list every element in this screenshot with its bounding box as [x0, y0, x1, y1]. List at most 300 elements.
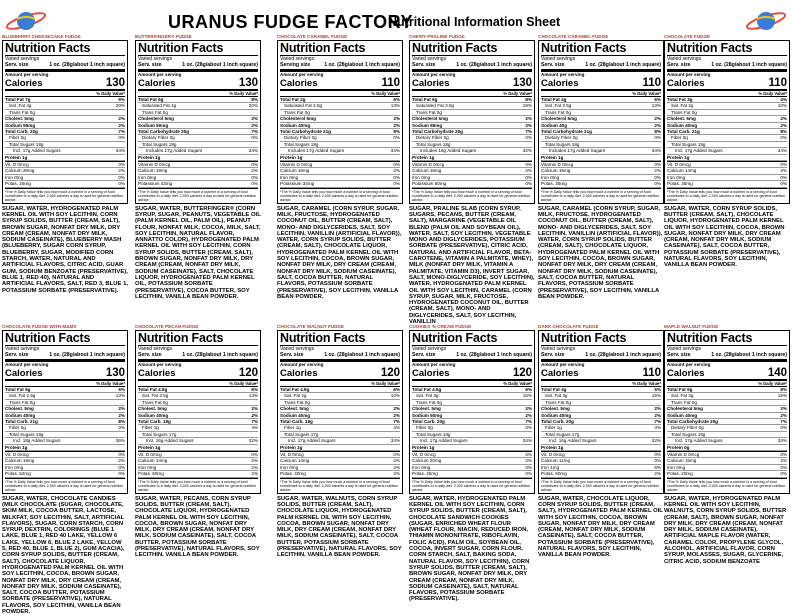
serving-size-value: 1 oz. (28g/about 1 inch square): [324, 62, 400, 68]
nutrient-label: Cholesterol 5mg: [138, 116, 174, 122]
ingredients: SUGAR, WATER, CHOCOLATE LIQUOR, CORN SYRUP SOLIDS, BUTTER (CREAM, SALT), HYDROGENATED PALM KERNEL OIL WITH SOY LECITHIN, COCOA, BROWN SUGAR, NONFAT DRY MILK, DRY CREAM (CREAM, NONFAT DRY MILK, SODIUM CASEINATE), SALT, COCOA BUTTER, POTASSIUM SORBATE (PRESERVATIVE), NATURAL FLAVORS, SOY LECITHIN, VANILLA BEAN POWDER.: [538, 495, 663, 559]
serving-size-label: Serv. size: [280, 352, 304, 358]
nutrient-label: Includes 16g Added Sugars: [420, 148, 477, 154]
nutrient-dv: 0%: [525, 135, 532, 141]
nutrient-label: Calcium 15mg: [667, 458, 697, 464]
amount-per-serving: Amount per serving: [138, 72, 182, 77]
serving-size: [280, 62, 400, 68]
nutrient-label: Total Carbohydrate 21g: [541, 129, 592, 135]
nutrient-dv: 2%: [780, 412, 787, 418]
nutrient-label: Calcium 26mg: [5, 168, 35, 174]
ingredients: SUGAR, WATER, CHOCOLATE CANDIES (MILK CHOCOLATE (SUGAR, CHOCOLATE, SKIM MILK, COCOA BUTTER, LACTOSE, MILKFAT, SOY LECITHIN, SALT, ARTIFICIAL FLAVORS), SUGAR, CORN STARCH, CORN SYRUP, DEXTRIN, COLORINGS (BLUE 1 LAKE, BLUE 1, RED 40 LAKE, YELLOW 6 LAKE, YELLOW 6, BLUE 2 LAKE, YELLOW 5, RED 40, BLUE 1, BLUE 2), GUM ACACIA), CORN SYRUP SOLIDS, BUTTER (CREAM, SALT), CHOCOLATE LIQUOR, HYDROGENATED PALM KERNEL OIL WITH SOY LECITHIN, COCOA, BROWN SUGAR, NONFAT DRY MILK, DRY CREAM (CREAM, NONFAT DRY MILK, SODIUM CASEINATE), SALT, COCOA BUTTER, POTASSIUM SORBATE (PRESERVATIVE), NATURAL FLAVORS, SOY LECITHIN, VANILLA BEAN POWDER.: [2, 495, 125, 615]
nutrition-panel: [277, 33, 403, 319]
nutrient-label: Total Fat 6g: [138, 97, 164, 102]
nutrition-facts-title: Nutrition Facts: [5, 42, 125, 56]
nutrient-label: Sat. Fat 3g: [545, 393, 568, 399]
nutrient-dv: 0%: [525, 162, 532, 168]
serving-size: [5, 62, 125, 68]
nutrient-dv: 4%: [654, 425, 661, 431]
nutrient-dv: 8%: [654, 129, 661, 135]
nutrient-dv: 0%: [780, 162, 787, 168]
nutrient-label: Iron 0mg: [5, 464, 24, 470]
amount-per-serving: Amount per serving: [280, 72, 324, 77]
nutrient-dv: 0%: [654, 452, 661, 458]
nutrient-label: Iron 1mg: [541, 464, 560, 470]
nutrient-dv: 6%: [393, 97, 400, 102]
nutrient-dv: 2%: [654, 168, 661, 174]
nutrient-dv: 0%: [780, 471, 787, 477]
varied-servings: Varied servings: [280, 56, 315, 62]
nutrition-facts-title: Nutrition Facts: [412, 332, 532, 346]
nutrient-dv: 7%: [118, 129, 125, 135]
nutrient-dv: 2%: [251, 168, 258, 174]
nutrient-dv: 7%: [780, 419, 787, 425]
nutrition-facts-title: Nutrition Facts: [412, 42, 532, 56]
calories-value: 120: [380, 367, 400, 379]
ingredients: SUGAR, PRALINE SLAB (CORN SYRUP, SUGARS, PECANS, BUTTER (CREAM, SALT), MARGARINE (VEGETABLE OIL BLEND (PALM OIL AND SOYBEAN OIL), WATER, SALT, SOY LECITHIN, VEGETABLE MONO AND DIGLYCERIDES, POTASSIUM SORBATE (PRESERVATIVE), CITRIC ACID, NATURAL AND ARTIFICIAL FLAVOR, BETA-CAROTENE, VITAMIN A PALMITATE, WHEY), MILK (NONFAT DRY MILK, VITAMIN A PALMITATE, VITAMIN D3), INVERT SUGAR, SALT, MONO-DIGLYCERIDE, SOY LECITHIN), WATER, HYDROGENATED PALM KERNEL OIL WITH SOY LECITHIN, CARAMEL (CORN SYRUP, SUGAR, MILK, FRUCTOSE, HYDROGENATED COCONUT OIL, BUTTER (CREAM, SALT), MONO- AND DIGLYCERIDES, SALT, SOY LECITHIN, VANILLIN: [409, 205, 535, 326]
nutrient-dv: 2%: [525, 168, 532, 174]
serving-size-value: 1 oz. (28g/about 1 inch square): [711, 62, 787, 68]
nutrient-label: Potassium 34mg: [280, 181, 315, 187]
nutrient-dv: 0%: [654, 135, 661, 141]
nutrient-dv: 9%: [118, 97, 125, 102]
varied-servings: Varied servings: [138, 346, 173, 352]
nutrient-dv: 5%: [654, 387, 661, 392]
nutrition-panel: [664, 33, 790, 319]
serving-size: [412, 62, 532, 68]
ingredients: SUGAR, WATER, HYDROGENATED PALM KERNEL OIL WITH SOY LECITHIN, CORN SYRUP SOLIDS, BUTTER (CREAM, SALT), BROWN SUGAR, NONFAT DRY MILK, DRY CREAM (CREAM, NONFAT DRY MILK, SODIUM CASEINATE), BLUEBERRY MASH (BLUEBERRY, SUGAR CORN SYRUP, BLUEBERRY, SUGAR, MODIFIED CORN STARCH, WATER, NATURAL AND ARTIFICIAL FLAVORS, CITRIC ACID, GUAR GUM, SODIUM BENZOATE (PRESERVATIVE), BLUE 1, RED 40), NATURAL AND ARTIFICIAL FLAVORS, SALT, RED 3, BLUE 1, POTASSIUM SORBATE (PRESERVATIVE).: [2, 205, 128, 294]
nutrient-label: Fiber 1g: [284, 425, 301, 431]
nutrient-label: Sodium 40mg: [138, 412, 169, 418]
flavor-name: BUTTERFINGER® FUDGE: [135, 34, 192, 39]
daily-value-header: % Daily Value*: [541, 91, 661, 97]
nutrient-label: Includes 17g Added Sugars: [288, 148, 345, 154]
nutrient-label: Vitamin D 0mcg: [412, 162, 445, 168]
nutrient-dv: 32%: [248, 438, 258, 444]
nutrient-dv: 2%: [118, 116, 125, 122]
serving-size: [138, 62, 258, 68]
serving-size-label: Serv. size: [5, 62, 29, 68]
flavor-name: CHOCOLATE WALNUT FUDGE: [277, 324, 345, 329]
nutrient-label: Total Sugars 18g: [416, 141, 451, 147]
nutrient-label: Saturated Fat 4g: [142, 103, 177, 109]
nutrient-label: Cholest. 5mg: [138, 406, 167, 412]
varied-servings: Varied servings: [138, 56, 173, 62]
nutrient-label: Sodium 50mg: [412, 412, 443, 418]
nutrition-facts-label: [664, 330, 790, 494]
calories-row: [5, 368, 125, 381]
ingredients: SUGAR, CARAMEL (CORN SYRUP, SUGAR, MILK, FRUCTOSE, HYDROGENATED COCONUT OIL, BUTTER (CREAM, SALT), MONO- AND DIGLYCERIDES, SALT, SOY LECITHIN, VANILLIN (ARTIFICIAL FLAVOR)), WATER, CORN SYRUP SOLIDS, BUTTER (CREAM, SALT), CHOCOLATE LIQUOR, HYDROGENATED PALM KERNEL OIL WITH SOY LECITHIN, COCOA, BROWN SUGAR, NONFAT DRY MILK, DRY CREAM (CREAM, NONFAT DRY MILK, SODIUM CASEINATE), SALT, COCOA BUTTER, NATURAL FLAVORS, POTASSIUM SORBATE (PRESERVATIVE), SOY LECITHIN, VANILLA BEAN POWDER.: [277, 205, 402, 300]
nutrient-label: Cholesterol 5mg: [412, 116, 448, 122]
calories-row: [541, 78, 661, 91]
serving-size-value: 1 oz. (28g/about 1 inch square): [456, 62, 532, 68]
nutrient-label: Sat. Fat 2g: [284, 393, 307, 399]
varied-servings: Varied servings: [541, 56, 576, 62]
nutrient-dv: 2%: [525, 406, 532, 412]
nutrient-dv: 34%: [522, 438, 532, 444]
nutrition-facts-label: [277, 330, 403, 494]
nutrient-label: Sodium 40mg: [667, 412, 698, 418]
nutrient-dv: 0%: [780, 452, 787, 458]
nutrient-label: Sat. Fat 3g: [671, 393, 694, 399]
nutrient-label: Calcium 11mg: [541, 458, 571, 464]
nutrient-label: Potas. 20mg: [667, 471, 693, 477]
nutrient-label: Potas. 60mg: [138, 471, 164, 477]
nutrient-label: Cholest. 5mg: [667, 116, 696, 122]
nutrient-dv: 0%: [251, 162, 258, 168]
calories-row: [138, 78, 258, 91]
nutrient-dv: 0%: [118, 452, 125, 458]
nutrition-facts-title: Nutrition Facts: [667, 42, 787, 56]
footnote: *The % Daily Value tells you how much a nutrient in a serving of food contributes to a daily diet. 2,000 calories a day is used for general nutrition advice.: [412, 189, 531, 202]
nutrient-dv: 20%: [248, 103, 258, 109]
calories-label: Calories: [667, 78, 705, 89]
nutrient-dv: 2%: [118, 412, 125, 418]
nutrient-label: Trans Fat 0g: [545, 109, 571, 115]
nutrient-label: Protein 0g: [667, 444, 690, 450]
nutrient-label: Sodium 55mg: [5, 122, 36, 128]
nutrient-dv: 0%: [251, 181, 258, 187]
amount-per-serving: Amount per serving: [541, 362, 585, 367]
flavor-name: CHEWY PRALINE FUDGE: [409, 34, 465, 39]
nutrient-label: Potas. 35mg: [667, 181, 693, 187]
nutrition-panel: [538, 33, 664, 319]
nutrition-panel: [538, 323, 664, 610]
nutrient-dv: 34%: [390, 438, 400, 444]
nutrient-dv: 0%: [525, 464, 532, 470]
flavor-name: CHOCOLATE CARAMEL FUDGE: [277, 34, 348, 39]
nutrient-dv: 2%: [780, 458, 787, 464]
nutrient-dv: 0%: [118, 181, 125, 187]
nutrient-label: Total Carb. 20g: [5, 129, 38, 135]
nutrient-label: Cholest. 5mg: [280, 406, 309, 412]
nutrient-dv: 7%: [393, 419, 400, 425]
nutrient-label: Total Carb. 19g: [138, 419, 171, 425]
calories-label: Calories: [412, 78, 450, 89]
nutrient-label: Fiber 0g: [671, 135, 688, 141]
nutrient-label: Total Sugars 17g: [545, 431, 580, 437]
nutrient-label: Incl. 17g Added Sugars: [13, 148, 61, 154]
nutrition-panel: [2, 323, 128, 615]
nutrient-label: Trans Fat 0g: [671, 399, 697, 405]
serving-size: [138, 352, 258, 358]
nutrient-dv: 0%: [525, 471, 532, 477]
amount-per-serving: Amount per serving: [5, 72, 49, 77]
nutrition-facts-label: [2, 40, 128, 204]
footnote: *The % Daily Value tells you how much a nutrient in a serving of food contributes to a daily diet. 2,000 calories a day is used for general nutrition advice.: [667, 189, 786, 202]
serving-size: [667, 352, 787, 358]
nutrient-dv: 0%: [780, 174, 787, 180]
daily-value-header: % Daily Value*: [280, 381, 400, 387]
nutrition-panel: [135, 323, 261, 610]
nutrient-dv: 0%: [780, 135, 787, 141]
nutrient-dv: 0%: [118, 174, 125, 180]
footnote: *The % Daily Value tells you how much a nutrient in a serving of food contributes to a daily diet. 2,000 calories a day is used for general nutrition advice.: [5, 189, 124, 202]
nutrient-dv: 13%: [115, 393, 125, 399]
nutrient-label: Saturated Fat 3.5g: [416, 103, 455, 109]
nutrient-label: Cholest. 5mg: [541, 406, 570, 412]
flavor-name: CHOCOLATE FUDGE: [664, 34, 711, 39]
calories-label: Calories: [412, 368, 450, 379]
amount-per-serving: Amount per serving: [5, 362, 49, 367]
calories-value: 120: [512, 367, 532, 379]
nutrient-label: Fiber 0g: [416, 425, 433, 431]
nutrition-facts-title: Nutrition Facts: [541, 332, 661, 346]
nutrient-dv: 7%: [525, 419, 532, 425]
nutrient-label: Sat. Fat 2.5g: [545, 103, 572, 109]
nutrition-panel: [409, 323, 535, 610]
nutrient-dv: 0%: [393, 174, 400, 180]
nutrient-dv: 34%: [777, 148, 787, 154]
daily-value-header: % Daily Value*: [280, 91, 400, 97]
nutrient-label: Incl. 17g Added Sugars: [288, 438, 336, 444]
nutrient-dv: 0%: [251, 452, 258, 458]
serving-size-label: Serv. size: [667, 352, 691, 358]
nutrient-label: Vitamin D 0mcg: [541, 162, 574, 168]
nutrient-dv: 2%: [525, 412, 532, 418]
calories-row: [412, 78, 532, 91]
calories-value: 140: [767, 367, 787, 379]
nutrient-label: Iron 0mg: [5, 174, 24, 180]
nutrient-dv: 0%: [118, 464, 125, 470]
nutrient-label: Incl. 17g Added Sugars: [420, 438, 468, 444]
serving-size-value: 1 oz. (28g/about 1 inch square): [585, 352, 661, 358]
amount-per-serving: Amount per serving: [412, 362, 456, 367]
nutrient-label: Protein 1g: [5, 154, 28, 160]
nutrition-facts-label: [409, 330, 535, 494]
nutrition-facts-title: Nutrition Facts: [280, 332, 400, 346]
nutrient-label: Total Carbohydrate 20g: [412, 129, 463, 135]
nutrient-dv: 6%: [118, 387, 125, 392]
nutrient-label: Trans Fat 0g: [416, 399, 442, 405]
nutrient-dv: 2%: [118, 122, 125, 128]
nutrient-dv: 2%: [251, 464, 258, 470]
nutrition-facts-title: Nutrition Facts: [541, 42, 661, 56]
nutrient-dv: 0%: [525, 452, 532, 458]
nutrient-dv: 2%: [251, 406, 258, 412]
calories-value: 120: [238, 367, 258, 379]
nutrient-dv: 2%: [393, 464, 400, 470]
ingredients: SUGAR, WATER, CORN SYRUP SOLIDS, BUTTER (CREAM, SALT), CHOCOLATE LIQUOR, HYDROGENATED PALM KERNEL OIL WITH SOY LECITHIN, COCOA, BROWN SUGAR, NONFAT DRY MILK, DRY CREAM (CREAM, NONFAT DRY MILK, SODIUM CASEINATE), SALT, COCOA BUTTER, POTASSIUM SORBATE (PRESERVATIVE), NATURAL FLAVORS, SOY LECITHIN, VANILLA BEAN POWDER.: [664, 205, 785, 269]
nutrient-dv: 2%: [251, 122, 258, 128]
nutrition-panel: [135, 33, 261, 319]
nutrient-label: Total Sugars 18g: [284, 141, 319, 147]
nutrient-label: Fiber 1g: [142, 425, 159, 431]
nutrient-label: Calcium 16mg: [280, 168, 310, 174]
nutrient-dv: 0%: [780, 181, 787, 187]
footnote: *The % Daily Value tells you how much a nutrient in a serving of food contributes to a daily diet. 2,000 calories a day is used for general nutrition advice.: [280, 479, 399, 492]
nutrient-label: Total Fat 7g: [5, 97, 31, 102]
nutrient-dv: 2%: [780, 168, 787, 174]
varied-servings: Varied servings: [280, 346, 315, 352]
nutrient-label: Vitamin D 0mcg: [280, 162, 313, 168]
serving-size-label: Serv. size: [541, 352, 565, 358]
daily-value-header: % Daily Value*: [138, 91, 258, 97]
nutrient-dv: 0%: [251, 135, 258, 141]
nutrient-dv: 34%: [777, 438, 787, 444]
nutrient-dv: 8%: [393, 129, 400, 135]
nutrient-label: Potas. 25mg: [412, 471, 438, 477]
amount-per-serving: Amount per serving: [412, 72, 456, 77]
nutrient-dv: 7%: [525, 129, 532, 135]
footnote: *The % Daily Value tells you how much a nutrient in a serving of food contributes to a daily diet. 2,000 calories a day is used for general nutrition advice.: [5, 479, 124, 492]
nutrient-label: Fiber 1g: [545, 425, 562, 431]
amount-per-serving: Amount per serving: [667, 362, 711, 367]
nutrient-label: Vitamin D 0mcg: [667, 452, 700, 458]
nutrition-facts-label: [135, 40, 261, 204]
amount-per-serving: Amount per serving: [138, 362, 182, 367]
footnote: *The % Daily Value tells you how much a nutrient in a serving of food contributes to a daily diet. 2,000 calories a day is used for general nutrition advice.: [138, 479, 257, 492]
serving-size-label: Serv. size: [5, 352, 29, 358]
daily-value-header: % Daily Value*: [667, 91, 787, 97]
nutrient-label: Total Carbohydrate 20g: [667, 419, 718, 425]
serving-size-value: 1 oz. (28g/about 1 inch square): [324, 352, 400, 358]
serving-size: [667, 62, 787, 68]
nutrient-label: Trans Fat 0g: [284, 399, 310, 405]
nutrient-label: Protein 1g: [5, 444, 28, 450]
calories-value: 130: [105, 367, 125, 379]
page-subtitle: Nutritional Information Sheet: [388, 15, 561, 29]
nutrient-dv: 0%: [393, 162, 400, 168]
serving-size-value: 1 oz. (28g/about 1 inch square): [49, 62, 125, 68]
calories-value: 110: [642, 367, 661, 379]
serving-size: [541, 62, 661, 68]
nutrient-label: Cholest. 5mg: [412, 406, 441, 412]
nutrient-label: Potas. 60mg: [541, 471, 567, 477]
nutrient-label: Trans Fat 0g: [9, 399, 35, 405]
footnote: *The % Daily Value tells you how much a nutrient in a serving of food contributes to a daily diet. 2,000 calories a day is used for general nutrition advice.: [138, 189, 257, 202]
nutrient-label: Cholesterol 5mg: [667, 406, 703, 412]
calories-label: Calories: [541, 78, 579, 89]
nutrient-label: Cholest. 5mg: [5, 116, 34, 122]
nutrient-dv: 2%: [393, 406, 400, 412]
calories-label: Calories: [541, 368, 579, 379]
nutrient-label: Protein 1g: [280, 444, 303, 450]
nutrition-facts-label: [135, 330, 261, 494]
nutrient-label: Protein 1g: [541, 444, 564, 450]
serving-size-value: 1 oz. (28g/about 1 inch square): [456, 352, 532, 358]
nutrient-dv: 0%: [780, 464, 787, 470]
nutrient-label: Vit. D 0mcg: [5, 452, 29, 458]
nutrient-dv: 8%: [780, 129, 787, 135]
varied-servings: Varied servings: [412, 56, 447, 62]
nutrient-dv: 34%: [248, 148, 258, 154]
nutrient-label: Total Sugars 18g: [671, 141, 706, 147]
nutrient-label: Protein 1g: [541, 154, 564, 160]
nutrient-dv: 0%: [654, 162, 661, 168]
nutrient-dv: 2%: [654, 471, 661, 477]
nutrient-dv: 13%: [248, 393, 258, 399]
nutrient-dv: 36%: [115, 438, 125, 444]
nutrient-label: Includes 17g Added Sugars: [146, 148, 203, 154]
nutrient-label: Iron 0mg: [280, 174, 299, 180]
serving-size-label: Serv. size: [412, 352, 436, 358]
nutrition-facts-title: Nutrition Facts: [138, 332, 258, 346]
nutrient-label: Cholest. 5mg: [5, 406, 34, 412]
nutrient-dv: 0%: [654, 181, 661, 187]
nutrient-label: Total Sugars 17g: [284, 431, 319, 437]
ingredients: SUGAR, WATER, HYDROGENATED PALM KERNEL OIL WITH SOY LECITHIN, CORN SYRUP SOLIDS, BUTTER (CREAM, SALT), CHOCOLATE SANDWICH COOKIES (SUGAR, ENRICHED WHEAT FLOUR (WHEAT FLOUR, NIACIN, REDUCED IRON, THIAMIN MONONITRATE, RIBOFLAVIN, FOLIC ACID), PALM OIL, SOYBEAN OIL, COCOA, INVERT SUGAR, CORN FLOUR, CORN STARCH, SALT, BAKING SODA, NATURAL FLAVOR, SOY LECITHIN), CORN SYRUP SOLIDS, BUTTER (CREAM, SALT), BROWN SUGAR, NONFAT DRY MILK, DRY CREAM (CREAM, NONFAT DRY MILK, SODIUM CASEINATE), SALT, NATURAL FLAVORS, POTASSIUM SORBATE (PRESERVATIVE).: [409, 495, 530, 603]
nutrient-label: Sat. Fat 2g: [671, 103, 694, 109]
serving-size-label: Serv. size: [138, 352, 162, 358]
nutrient-dv: 18%: [522, 103, 532, 109]
nutrient-label: Dietary Fiber 0g: [416, 135, 449, 141]
varied-servings: Varied servings: [541, 346, 576, 352]
nutrient-label: Iron 0mg: [667, 464, 686, 470]
varied-servings: Varied servings: [667, 56, 702, 62]
nutrient-dv: 4%: [393, 425, 400, 431]
nutrient-label: Incl. 17g Added Sugars: [675, 148, 723, 154]
daily-value-header: % Daily Value*: [5, 381, 125, 387]
nutrient-dv: 2%: [118, 458, 125, 464]
nutrient-dv: 0%: [118, 425, 125, 431]
nutrient-label: Includes 17g Added Sugars: [549, 148, 606, 154]
nutrient-label: Calcium 16mg: [412, 168, 442, 174]
calories-label: Calories: [280, 78, 318, 89]
nutrient-label: Trans Fat 0g: [142, 109, 168, 115]
nutrient-dv: 0%: [118, 162, 125, 168]
calories-label: Calories: [667, 368, 705, 379]
nutrient-label: Dietary Fiber 0g: [142, 135, 175, 141]
nutrient-label: Potas. 40mg: [280, 471, 306, 477]
ingredients: SUGAR, CARAMEL (CORN SYRUP, SUGAR, MILK, FRUCTOSE, HYDROGENATED COCONUT OIL, BUTTER (CREAM, SALT), MONO- AND DIGLYCERIDES, SALT, SOY LECITHIN, VANILLIN (ARTIFICIAL FLAVOR)), WATER, CORN SYRUP SOLIDS, BUTTER (CREAM, SALT), CHOCOLATE LIQUOR, HYDROGENATED PALM KERNEL OIL WITH SOY LECITHIN, COCOA, BROWN SUGAR, NONFAT DRY MILK, DRY CREAM (CREAM, NONFAT DRY MILK, SODIUM CASEINATE), SALT, COCOA BUTTER, NATURAL FLAVORS, POTASSIUM SORBATE (PRESERVATIVE), SOY LECITHIN, VANILLA BEAN POWDER.: [538, 205, 663, 300]
nutrient-dv: 0%: [393, 452, 400, 458]
nutrient-label: Total Sugars 18g: [545, 141, 580, 147]
calories-value: 130: [105, 77, 125, 89]
nutrient-dv: 0%: [118, 471, 125, 477]
nutrient-dv: 2%: [251, 412, 258, 418]
nutrient-label: Vitamin D 0mcg: [138, 162, 171, 168]
daily-value-header: % Daily Value*: [5, 91, 125, 97]
nutrient-dv: 0%: [525, 181, 532, 187]
nutrient-label: Total Sugars 18g: [416, 431, 451, 437]
nutrient-label: Total Fat 4g: [541, 387, 567, 392]
nutrient-dv: 2%: [525, 458, 532, 464]
nutrient-label: Iron 0mg: [541, 174, 560, 180]
nutrient-label: Total Fat 2g: [280, 97, 306, 102]
calories-row: [5, 78, 125, 91]
nutrition-facts-label: [2, 330, 128, 494]
nutrient-label: Sodium 50mg: [138, 122, 169, 128]
nutrient-label: Iron 0mg: [667, 174, 686, 180]
nutrient-label: Total Carb. 20g: [412, 419, 445, 425]
nutrient-label: Trans Fat 0g: [416, 109, 442, 115]
nutrient-dv: 2%: [525, 122, 532, 128]
nutrient-dv: 2%: [118, 168, 125, 174]
nutrition-panel: [2, 33, 128, 319]
brand-title: URANUS FUDGE FACTORY: [168, 12, 414, 32]
ingredients: SUGAR, WATER, HYDROGENATED PALM KERNEL OIL WITH SOY LECITHIN, WALNUTS, CORN SYRUP SOLIDS, BUTTER (CREAM, SALT), BROWN SUGAR, NONFAT DRY MILK, DRY CREAM (CREAM, NONFAT DRY MILK, SODIUM CASEINATE), ARTIFICIAL MAPLE FLAVOR (WATER, CARAMEL COLOR, PROPYLENE GLYCOL, ALCOHOL, ARTIFICIAL FLAVOR, CORN SYRUP, MOLASSES, SUGAR, GLYCERINE, CITRIC ACID, SODIUM BENZOATE: [664, 495, 787, 565]
nutrient-label: Trans Fat 0g: [545, 399, 571, 405]
nutrition-facts-label: [277, 40, 403, 204]
serving-size: [5, 352, 125, 358]
nutrient-label: Sodium 40mg: [541, 412, 572, 418]
nutrient-label: Sodium 40g: [541, 122, 568, 128]
calories-value: 110: [768, 77, 787, 89]
daily-value-header: % Daily Value*: [541, 381, 661, 387]
nutrient-label: Potassium 43mg: [138, 181, 173, 187]
nutrient-label: Incl. 17g Added Sugars: [675, 438, 723, 444]
flavor-name: CHOCOLATE FUDGE WITH M&MS: [2, 324, 77, 329]
nutrition-panel: [664, 323, 790, 610]
footnote: *The % Daily Value tells you how much a nutrient in a serving of food contributes to a daily diet. 2,000 calories a day is used for general nutrition advice.: [280, 189, 399, 202]
nutrient-label: Total Carb. 19g: [280, 419, 313, 425]
serving-size-value: 1 oz. (28g/about 1 inch square): [182, 352, 258, 358]
nutrient-label: Sodium 40mg: [280, 412, 311, 418]
nutrient-dv: 6%: [654, 464, 661, 470]
varied-servings: Varied servings: [667, 346, 702, 352]
serving-size: [541, 352, 661, 358]
